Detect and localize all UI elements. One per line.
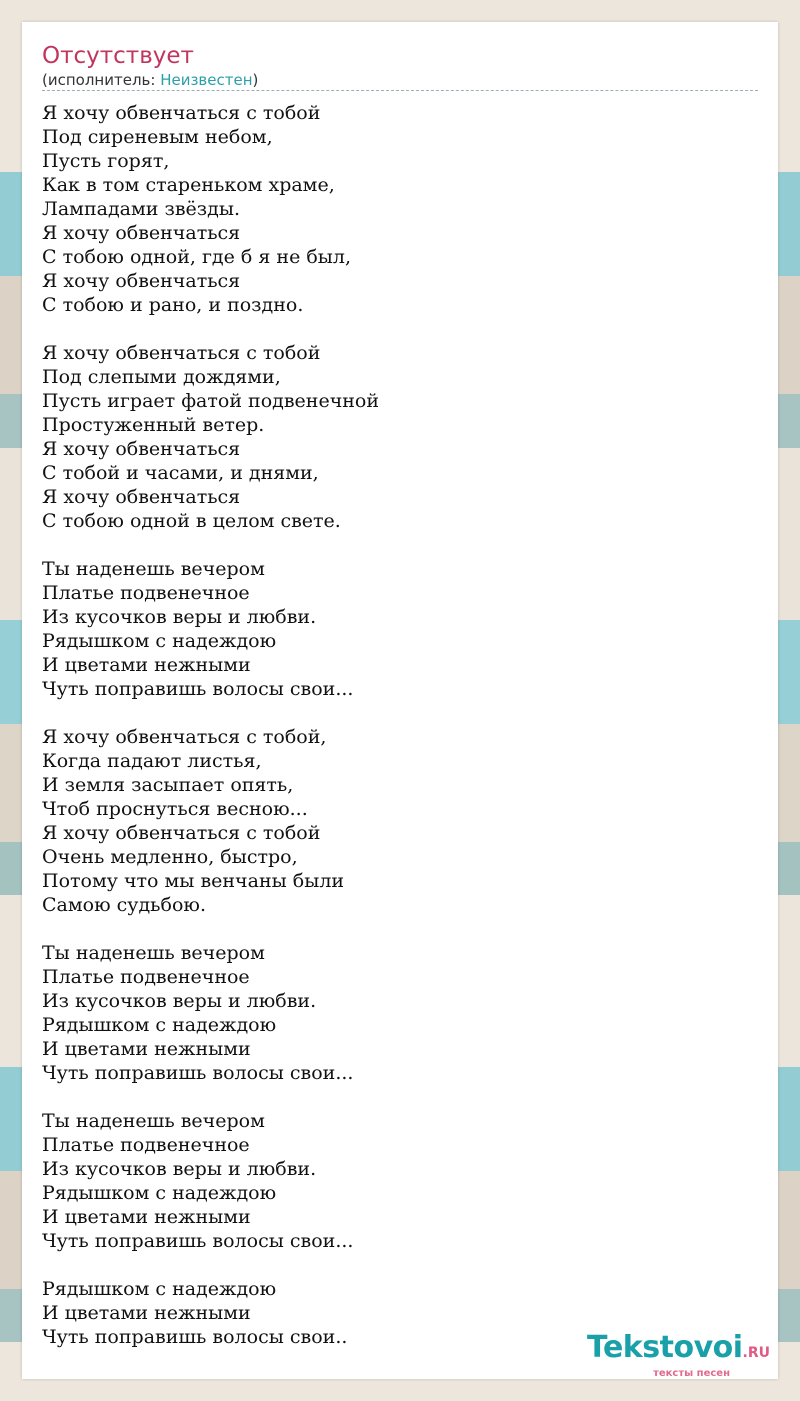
logo-tagline: тексты песен [653,1368,730,1379]
lyrics-line: И земля засыпает опять, [42,774,294,796]
lyrics-card [22,22,778,1379]
lyrics-line: Пусть горят, [42,150,170,172]
lyrics-stanza [42,557,758,701]
lyrics-stanza [42,1109,758,1253]
lyrics-line: Из кусочков веры и любви. [42,1158,317,1180]
lyrics-line: Простуженный ветер. [42,414,265,436]
site-logo[interactable] [587,1332,770,1379]
lyrics-stanza [42,341,758,533]
lyrics-line: Чуть поправишь волосы свои... [42,1062,354,1084]
lyrics-line: Пусть играет фатой подвенечной [42,390,380,412]
performer-line [42,70,258,90]
lyrics-line: Платье подвенечное [42,582,250,604]
dashed-divider [42,90,758,91]
lyrics-line: Под сиреневым небом, [42,126,273,148]
song-title: Отсутствует [42,43,194,69]
lyrics-line: Чуть поправишь волосы свои.. [42,1326,348,1348]
lyrics-line: И цветами нежными [42,1038,251,1060]
lyrics-stanza [42,725,758,917]
lyrics-line: С тобою и рано, и поздно. [42,294,304,316]
lyrics-line: Рядышком с надеждою [42,630,277,652]
lyrics-line: Чуть поправишь волосы свои... [42,1230,354,1252]
lyrics-line: Очень медленно, быстро, [42,846,298,868]
lyrics-line: И цветами нежными [42,654,251,676]
lyrics-text [42,101,758,1349]
lyrics-line: Когда падают листья, [42,750,262,772]
lyrics-line: Платье подвенечное [42,1134,250,1156]
performer-link[interactable]: Неизвестен [160,71,253,89]
lyrics-line: Из кусочков веры и любви. [42,606,317,628]
lyrics-line: И цветами нежными [42,1302,251,1324]
lyrics-line: С тобою одной в целом свете. [42,510,341,532]
lyrics-line: Я хочу обвенчаться с тобой [42,102,321,124]
lyrics-line: Лампадами звёзды. [42,198,240,220]
lyrics-line: Я хочу обвенчаться [42,270,241,292]
lyrics-line: Платье подвенечное [42,966,250,988]
lyrics-line: С тобою одной, где б я не был, [42,246,352,268]
lyrics-line: Ты наденешь вечером [42,558,265,580]
lyrics-line: Я хочу обвенчаться [42,222,241,244]
lyrics-line: Из кусочков веры и любви. [42,990,317,1012]
lyrics-line: Я хочу обвенчаться с тобой [42,342,321,364]
lyrics-line: С тобой и часами, и днями, [42,462,319,484]
lyrics-line: Рядышком с надеждою [42,1182,277,1204]
lyrics-line: Я хочу обвенчаться с тобой [42,822,321,844]
lyrics-line: Я хочу обвенчаться с тобой, [42,726,327,748]
logo-wordmark [587,1332,770,1369]
lyrics-line: Ты наденешь вечером [42,942,265,964]
lyrics-line: Рядышком с надеждою [42,1278,277,1300]
lyrics-line: Как в том стареньком храме, [42,174,335,196]
lyrics-line: Рядышком с надеждою [42,1014,277,1036]
lyrics-line: Под слепыми дождями, [42,366,281,388]
performer-suffix: ) [252,71,259,89]
lyrics-line: Я хочу обвенчаться [42,438,241,460]
lyrics-line: Чуть поправишь волосы свои... [42,678,354,700]
performer-prefix: (исполнитель: [42,71,161,89]
lyrics-line: Я хочу обвенчаться [42,486,241,508]
lyrics-line: Потому что мы венчаны были [42,870,345,892]
lyrics-stanza [42,101,758,317]
lyrics-line: И цветами нежными [42,1206,251,1228]
lyrics-line: Чтоб проснуться весною... [42,798,308,820]
logo-domain: .RU [742,1345,770,1361]
lyrics-line: Самою судьбою. [42,894,206,916]
lyrics-stanza [42,941,758,1085]
logo-name: Tekstovoi [586,1330,743,1365]
lyrics-line: Ты наденешь вечером [42,1110,265,1132]
